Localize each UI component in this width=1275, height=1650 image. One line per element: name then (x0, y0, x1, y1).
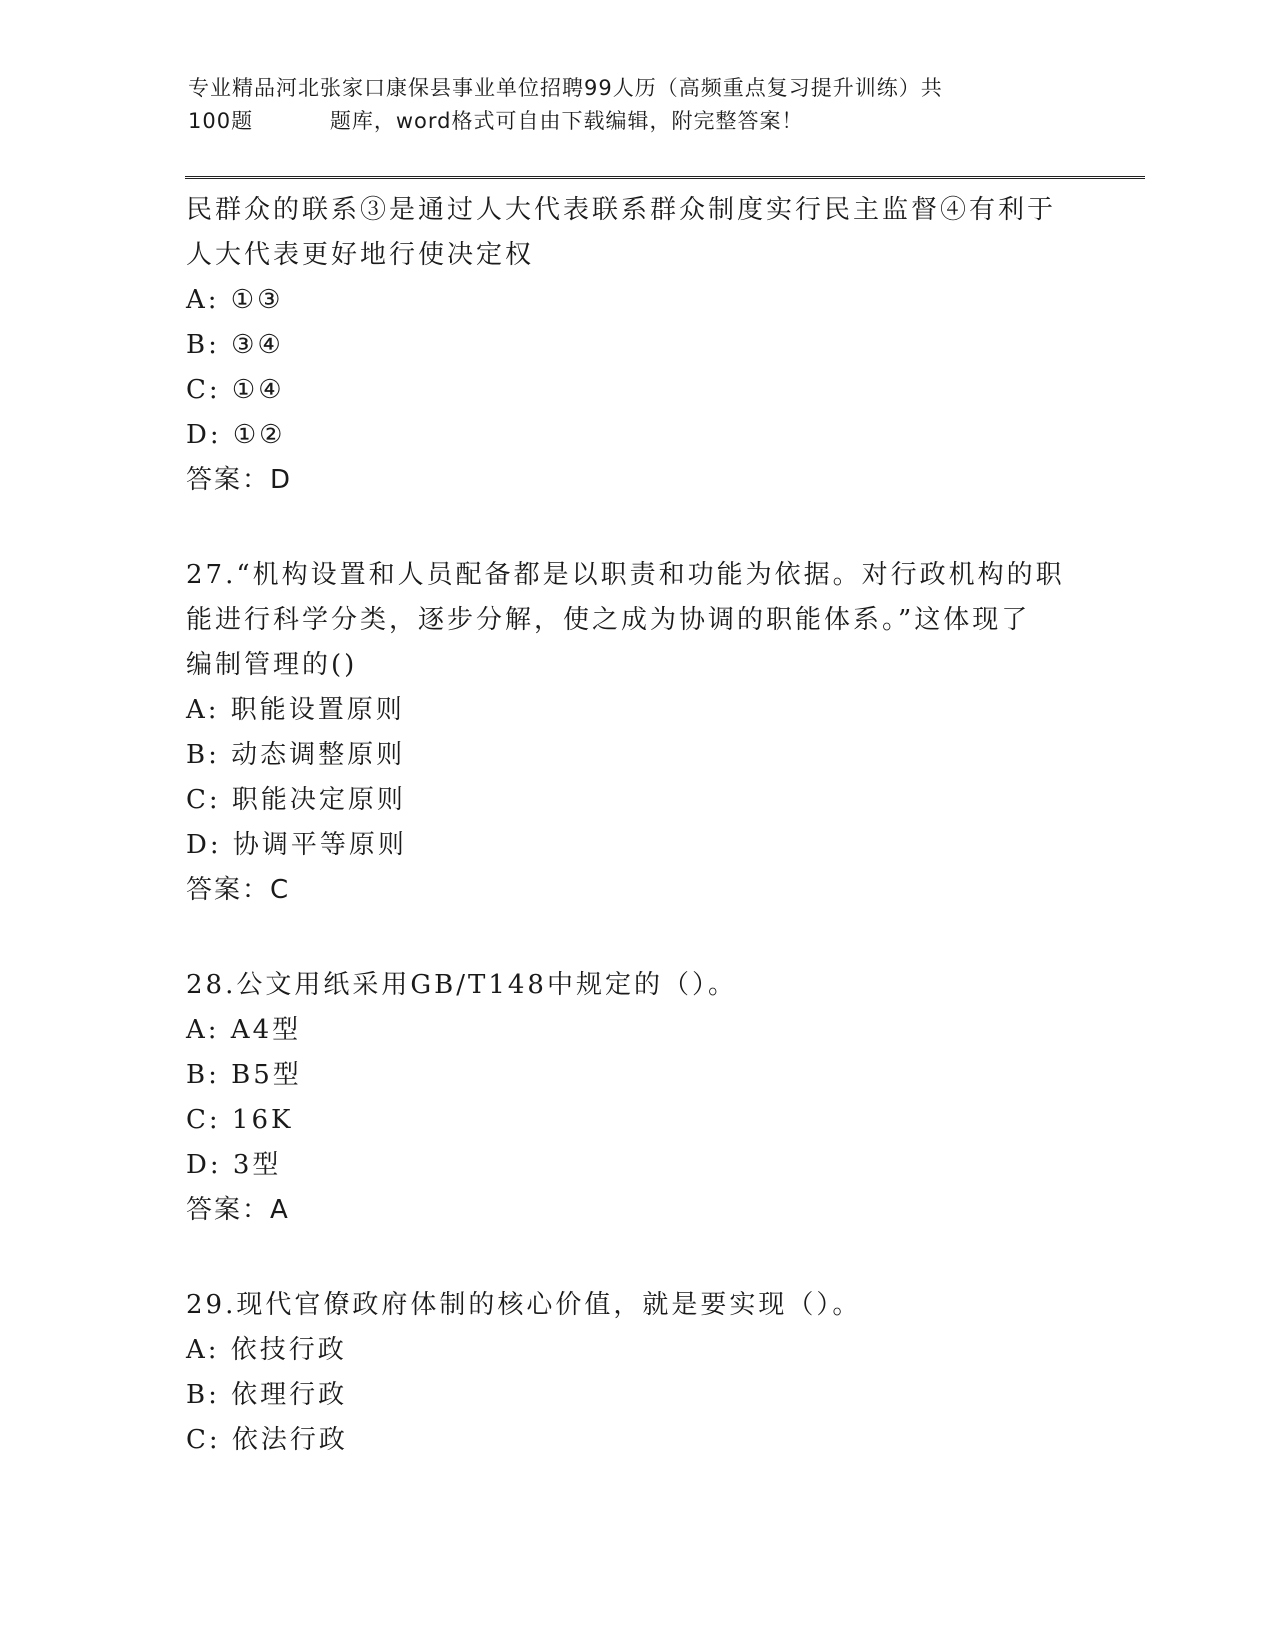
header-line-2: 100题 题库，word格式可自由下载编辑，附完整答案！ (188, 109, 804, 133)
option-c: C: 职能决定原则 (186, 785, 406, 815)
answer-label: 答案：D (186, 465, 293, 495)
option-c: C: ①④ (186, 375, 285, 405)
question-text-line: 28.公文用纸采用GB/T148中规定的（）。 (186, 970, 737, 1000)
question-text-line: 能进行科学分类，逐步分解，使之成为协调的职能体系。”这体现了 (186, 605, 1031, 635)
question-text-line: 27.“机构设置和人员配备都是以职责和功能为依据。对行政机构的职 (186, 560, 1065, 590)
header-rule (185, 176, 1145, 182)
document-body (186, 188, 1086, 1463)
option-a: A: 依技行政 (186, 1335, 347, 1365)
option-d: D: 协调平等原则 (186, 830, 407, 860)
option-b: B: 依理行政 (186, 1380, 348, 1410)
question-text-line: 民群众的联系③是通过人大代表联系群众制度实行民主监督④有利于 (186, 195, 1057, 225)
option-a: A: ①③ (186, 285, 284, 315)
answer-label: 答案：C (186, 875, 291, 905)
option-d: D: 3型 (186, 1150, 282, 1180)
option-b: B: B5型 (186, 1060, 302, 1090)
option-a: A: 职能设置原则 (186, 695, 405, 725)
page-header (188, 72, 1078, 138)
option-c: C: 依法行政 (186, 1425, 348, 1455)
option-d: D: ①② (186, 420, 286, 450)
question-26-tail (186, 188, 1086, 503)
question-28 (186, 963, 1086, 1233)
answer-label: 答案：A (186, 1195, 290, 1225)
question-29 (186, 1283, 1086, 1463)
option-b: B: 动态调整原则 (186, 740, 406, 770)
question-text-line: 29.现代官僚政府体制的核心价值，就是要实现（）。 (186, 1290, 862, 1320)
question-text-line: 人大代表更好地行使决定权 (186, 240, 535, 270)
question-27 (186, 553, 1086, 913)
option-c: C: 16K (186, 1105, 294, 1135)
option-b: B: ③④ (186, 330, 284, 360)
option-a: A: A4型 (186, 1015, 302, 1045)
question-text-line: 编制管理的() (186, 650, 358, 680)
header-line-1: 专业精品河北张家口康保县事业单位招聘99人历（高频重点复习提升训练）共 (188, 76, 943, 100)
